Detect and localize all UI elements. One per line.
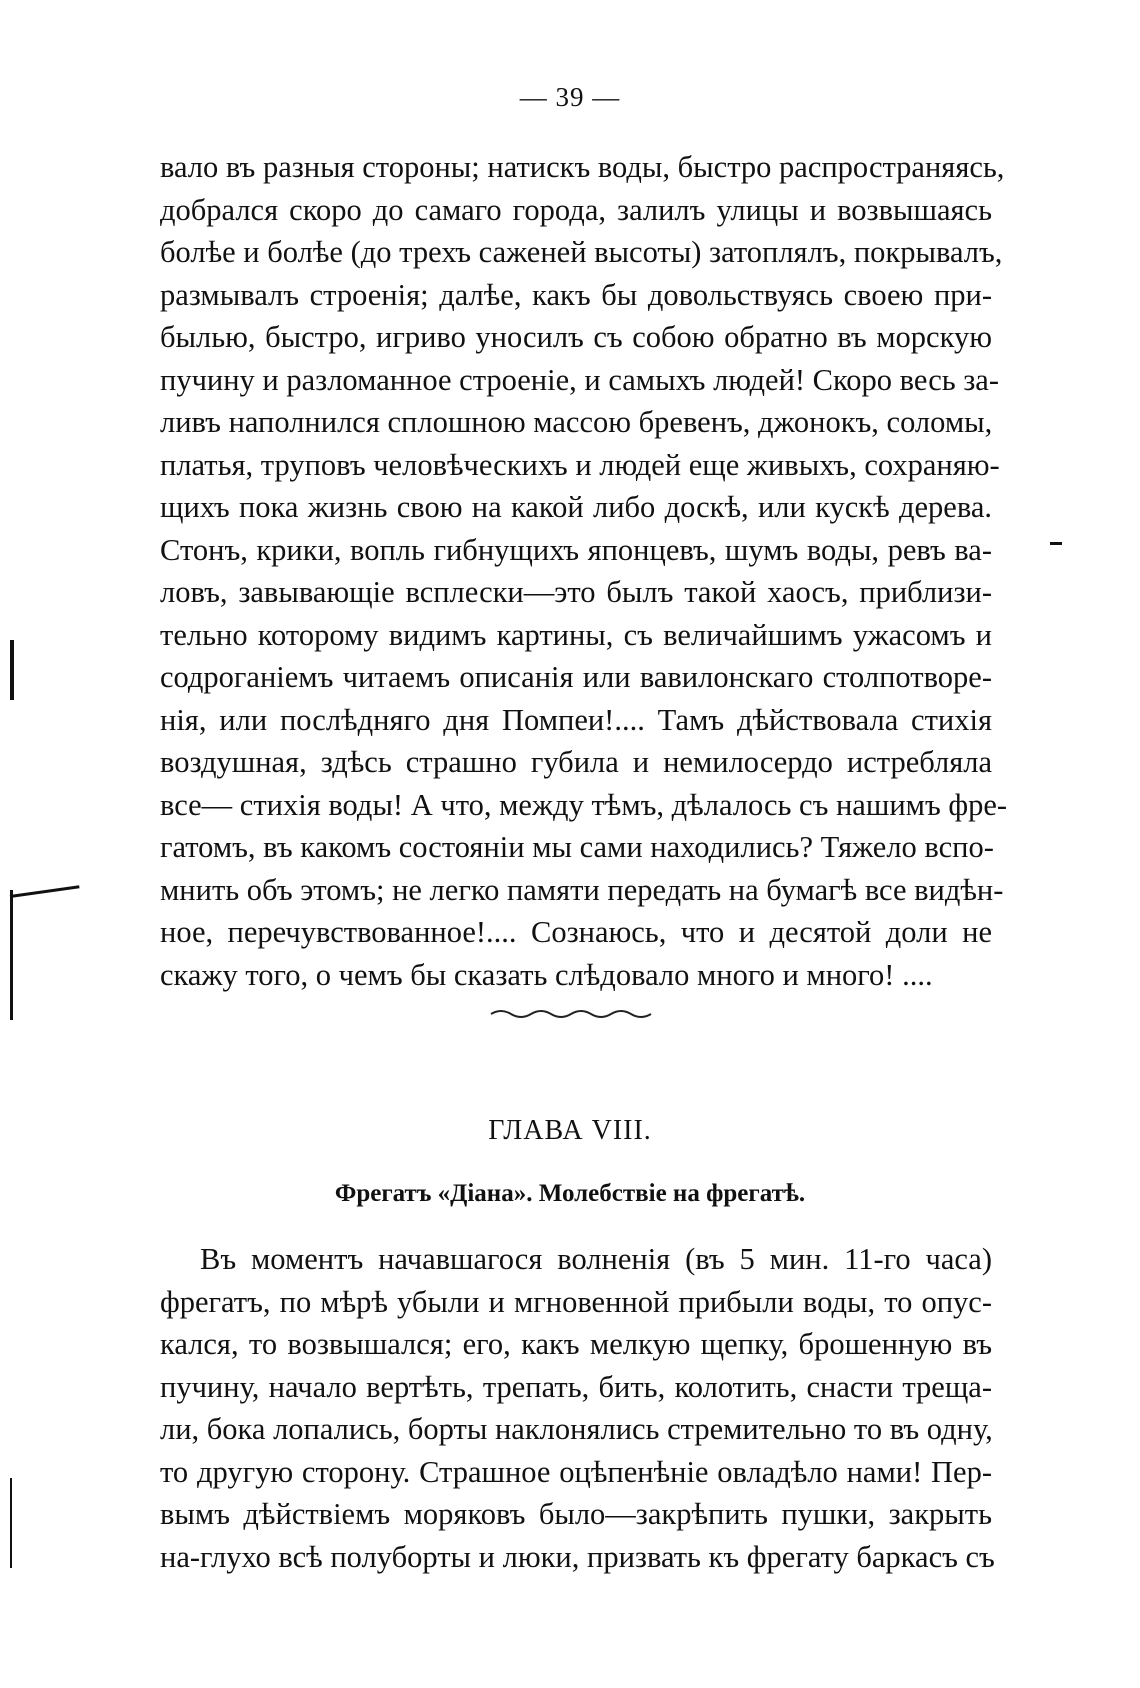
text-line: ливъ наполнился сплошною массою бревенъ, джонокъ, соломы, (160, 405, 993, 439)
text-line: платья, труповъ человѣческихъ и людей еще живыхъ, сохраняю- (160, 447, 1000, 482)
text-line: гатомъ, въ какомъ состояніи мы сами находились? Тяжело вспо- (160, 830, 994, 864)
text-line: содроганіемъ читаемъ описанія или вавилонскаго столпотворе- (160, 660, 992, 694)
text-line: мнить объ этомъ; не легко памяти передать на бумагѣ все видѣн- (160, 872, 1004, 907)
text-line: фрегатъ, по мѣрѣ убыли и мгновенной прибыли воды, то опус- (160, 1284, 992, 1319)
continued-paragraph (160, 146, 1008, 996)
page-number: — 39 — (519, 82, 621, 112)
text-line: скажу того, о чемъ бы сказать слѣдовало много и много! .... (160, 957, 933, 992)
text-line: вало въ разныя стороны; натискъ воды, быстро распространяясь, (160, 150, 1005, 184)
text-line: былью, быстро, игриво уносилъ съ собою обратно въ морскую (160, 320, 992, 354)
new-paragraph (160, 1238, 995, 1578)
text-line: вымъ дѣйствіемъ моряковъ было—закрѣпить пушки, закрыть (160, 1497, 992, 1531)
text-line: то другую сторону. Страшное оцѣпенѣніе овладѣло нами! Пер- (160, 1454, 992, 1489)
text-line: Стонъ, крики, вопль гибнущихъ японцевъ, шумъ воды, ревъ ва- (160, 532, 992, 567)
scan-artifact-mark (10, 885, 80, 898)
scan-artifact-mark (1050, 542, 1062, 545)
chapter-title: ГЛАВА VIII. (488, 1115, 652, 1146)
scan-artifact-mark (10, 1478, 12, 1568)
text-line: щихъ пока жизнь свою на какой либо доскѣ, или кускѣ дерева. (160, 490, 992, 524)
text-line: добрался скоро до самаго города, залилъ улицы и возвышаясь (160, 192, 992, 227)
text-line: размывалъ строенія; далѣе, какъ бы довольствуясь своею при- (160, 277, 992, 312)
text-line: пучину, начало вертѣть, трепать, бить, колотить, снасти треща- (160, 1369, 992, 1404)
text-line: все— стихія воды! А что, между тѣмъ, дѣлалось съ нашимъ фре- (160, 787, 1008, 822)
text-line: воздушная, здѣсь страшно губила и немилосердо истребляла (160, 745, 992, 779)
wavy-divider-ornament (489, 1006, 659, 1022)
text-line: ловъ, завывающіе всплески—это былъ такой хаосъ, приблизи- (160, 575, 992, 609)
text-line: ное, перечувствованное!.... Сознаюсь, что и десятой доли не (160, 915, 992, 949)
text-line: ли, бока лопались, борты наклонялись стремительно то въ одну, (160, 1412, 993, 1446)
text-line: пучину и разломанное строеніе, и самыхъ людей! Скоро весь за- (160, 362, 1000, 397)
text-line: на-глухо всѣ полуборты и люки, призвать къ фрегату баркасъ съ (160, 1539, 995, 1574)
text-line: нія, или послѣдняго дня Помпеи!.... Тамъ дѣйствовала стихія (160, 702, 992, 737)
chapter-subtitle: Фрегатъ «Діана». Молебствіе на фрегатѣ. (334, 1180, 806, 1207)
text-line: Въ моментъ начавшагося волненія (въ 5 мин. 11-го часа) (200, 1242, 992, 1276)
text-line: тельно которому видимъ картины, съ величайшимъ ужасомъ и (160, 617, 992, 652)
scan-artifact-mark (10, 890, 13, 1020)
text-line: болѣе и болѣе (до трехъ саженей высоты) затоплялъ, покрывалъ, (160, 235, 1003, 269)
text-line: кался, то возвышался; его, какъ мелкую щепку, брошенную въ (160, 1327, 992, 1361)
scan-artifact-mark (10, 640, 14, 700)
